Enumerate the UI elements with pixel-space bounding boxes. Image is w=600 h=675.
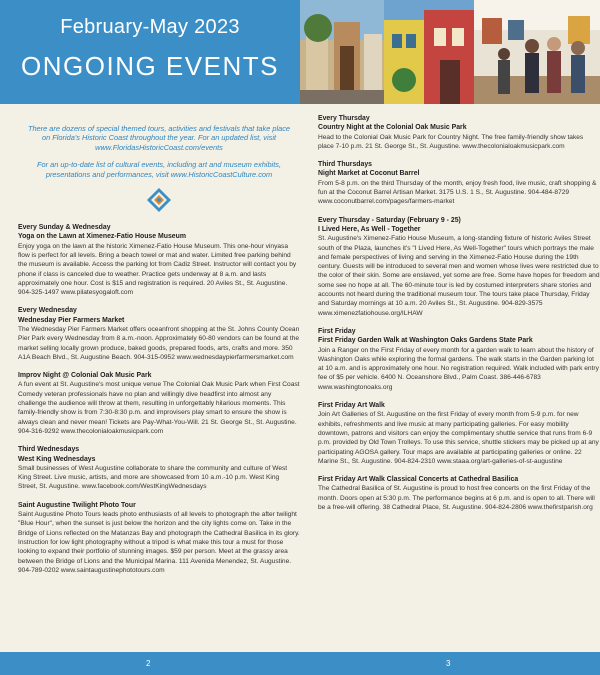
- photo-street-scene: [300, 0, 384, 104]
- page-title: ONGOING EVENTS: [21, 51, 279, 81]
- page-number-left: 2: [146, 659, 151, 668]
- page-footer: [0, 652, 600, 675]
- header-banner: [0, 0, 300, 104]
- event-title: Wednesday Pier Farmers Market: [18, 316, 125, 324]
- event-schedule: First Friday: [318, 327, 356, 335]
- event-pier-farmers-market: [18, 306, 300, 362]
- event-yoga-on-the-lawn: [18, 223, 300, 297]
- event-title: Yoga on the Lawn at Ximenez-Fatio House Museum: [18, 233, 186, 241]
- event-description: Small businesses of West Augustine collaborate to share the community and culture of West King Street. Live music, artists, and more are showcased from 10 a.m.-10 p.m. West King Street, St. Augustine. www.facebook.com/WestKingWednesdays: [18, 464, 288, 491]
- event-title: First Friday Art Walk: [318, 402, 385, 410]
- photo-gallery-crowd: [474, 0, 600, 104]
- event-cathedral-concerts: [318, 475, 600, 512]
- intro-paragraph-events: There are dozens of special themed tours, activities and festivals that take place on Florida's Historic Coast throughout the year. For an updated list, visit www.FloridasHistoricCoast.com/events: [27, 124, 291, 152]
- event-twilight-photo-tour: [18, 501, 300, 575]
- event-title: Saint Augustine Twilight Photo Tour: [18, 501, 136, 509]
- event-title: Country Night at the Colonial Oak Music Park: [318, 124, 467, 132]
- event-description: From 5-8 p.m. on the third Thursday of the month, enjoy fresh food, live music, craft shopping & fun at the Coconut Barrel Artisan Market. 3175 U.S. 1 S., St. Augustine. 904-484-8729 www.coconutbarrel.com/pages/farmers-market: [318, 179, 597, 206]
- date-range: February-May 2023: [60, 16, 240, 38]
- event-schedule: Every Thursday - Saturday (February 9 - 25): [318, 216, 461, 224]
- event-schedule: Third Wednesdays: [18, 446, 80, 454]
- event-title: I Lived Here, As Well - Together: [318, 225, 421, 233]
- event-title: First Friday Art Walk Classical Concerts at Cathedral Basilica: [318, 476, 519, 484]
- left-column: [18, 114, 300, 584]
- event-night-market: [318, 160, 600, 206]
- event-title: West King Wednesdays: [18, 455, 96, 463]
- event-description: Join Art Galleries of St. Augustine on the first Friday of every month from 5-9 p.m. for new exhibits, refreshments and live music at many participating galleries. For easy mobility downtown, patrons and visitors can enjoy the complimentary shuttle service that runs from 6-9 p.m. provided by Old Town Trolleys. To use this service, shuttle stickers may be picked up at any participating AGOSA gallery. Tour maps are available at participating galleries or online. 22 Marine St., St. Augustine. 904-824-2310 www.staaa.org/art-galleries-of-st-augustine: [318, 411, 599, 465]
- photo-colorful-facade: [384, 0, 474, 104]
- compass-emblem-icon: [146, 187, 172, 213]
- event-schedule: Every Sunday & Wednesday: [18, 224, 111, 232]
- page-header: [0, 0, 600, 104]
- event-schedule: Every Wednesday: [18, 307, 77, 315]
- event-title: Night Market at Coconut Barrel: [318, 170, 420, 178]
- event-country-night: [318, 114, 600, 151]
- event-title: Improv Night @ Colonial Oak Music Park: [18, 372, 152, 380]
- event-description: A fun event at St. Augustine's most unique venue The Colonial Oak Music Park when First Coast Comedy veteran professionals have no plan and willingly dive headfirst into almost any challenge the audience will throw at them, resulting in unforgettably hilarious moments. This family-friendly show is from 7:30-8:30 p.m. and improvisers play smart to ensure the show is always clean and never mean! Tickets are Pay-What-You-Will. 21 St. George St., St. Augustine. 904-316-9292 www.thecolonialoakmusicpark.com: [18, 381, 300, 435]
- event-description: Join a Ranger on the First Friday of every month for a garden walk to learn about the history of Washington Oaks while exploring the formal gardens. The walk starts in the Garden parking lot at 10 a.m. and is approximately one hour. No registration required. Walk included with park entry fee of $5 per vehicle. 6400 N. Oceanshore Blvd., Palm Coast. 386-446-6783 www.washingtonoaks.org: [318, 346, 599, 391]
- event-title: First Friday Garden Walk at Washington Oaks Gardens State Park: [318, 337, 533, 345]
- header-photos: [300, 0, 600, 104]
- event-description: Enjoy yoga on the lawn at the historic Ximenez-Fatio House Museum. This one-hour vinyasa flow is perfect for all levels. Bring a beach towel or mat and water. Limited free parking behind the museum is available. Access the parking lot from Cadiz Street. Instructor will contact you by phone if class is canceled due to weather. Practice gets underway at 8 a.m. and lasts approximately one hour. Cost is $15 and registration is required. 20 Aviles St., St. Augustine. 904-325-1497 www.pilatesyogaloft.com: [18, 242, 297, 297]
- event-description: The Cathedral Basilica of St. Augustine is proud to host free concerts on the first Friday of the month. Doors open at 5:30 p.m. The performance begins at 6 p.m. and is open to all. There will be a free-will offering. 38 Cathedral Place, St. Augustine. 904-824-2806 www.thefirstparish.org: [318, 485, 595, 511]
- event-first-friday-art-walk: [318, 401, 600, 466]
- event-i-lived-here-as-well: [318, 216, 600, 318]
- event-garden-walk: [318, 327, 600, 392]
- event-west-king-wednesdays: [18, 445, 300, 491]
- event-schedule: Third Thursdays: [318, 161, 372, 169]
- event-description: The Wednesday Pier Farmers Market offers oceanfront shopping at the St. Johns County Ocean Pier Park every Wednesday from 8 a.m.-noon. Approximately 60-80 vendors can be found at the market selling locally grown produce, baked goods, prepared foods, arts, crafts and more. 350 A1A Beach Blvd., St. Augustine Beach. 904-315-0952 www.wednesdaypierfarmersmarket.com: [18, 326, 300, 361]
- right-column: [318, 114, 600, 521]
- event-schedule: Every Thursday: [318, 115, 370, 122]
- event-description: Saint Augustine Photo Tours leads photo enthusiasts of all levels to photograph the after twilight "Blue Hour", when the sunset is just below the horizon and the city lights come on. Take in the Bridge of Lions reflected on the Matanzas Bay and photograph the Cathedral Basilica in its glory. Instruction for low light photography without a tripod is what make this tour a must for those looking to expand their portfolio of stunning images. $59 per person. Meet at the grassy area between the Bridge of Lions and the Municipal Marina. 111 Avenida Menendez, St. Augustine. 904-789-0202 www.saintaugustinephototours.com: [18, 511, 300, 574]
- page-number-right: 3: [446, 659, 451, 668]
- intro-paragraph-culture: For an up-to-date list of cultural events, including art and museum exhibits, presentations and performances, visit www.HistoricCoastCulture.com: [36, 160, 281, 179]
- intro-text: [26, 124, 292, 179]
- event-description: Head to the Colonial Oak Music Park for Country Night. The free family-friendly show takes place 7-10 p.m. 21 St. George St., St. Augustine. www.thecolonialoakmusicpark.com: [318, 133, 584, 150]
- event-description: St. Augustine's Ximenez-Fatio House Museum, a long-standing fixture of historic Aviles Street south of the Plaza, launches it's "I Lived Here, As Well-Together" tours which portrays the male and female perspectives of living and serving in the Ximenez-Fatio House during the 19th century. Guests will be introduced to several men and women whose lives were restricted due to the color of their skin. Some are enslaved, yet some are free. Some have hopes for freedom and some see no hope at all. The 60-minute tour is led by costumed interpreters share stories and accounts not heard during the traditional museum tour. The tours take place Thursday, Friday and Saturday mornings at 10 a.m. 20 Aviles St., St. Augustine. 904-829-3575 www.ximenezfatiohouse.org/ILHAW: [318, 235, 600, 317]
- event-improv-night: [18, 371, 300, 436]
